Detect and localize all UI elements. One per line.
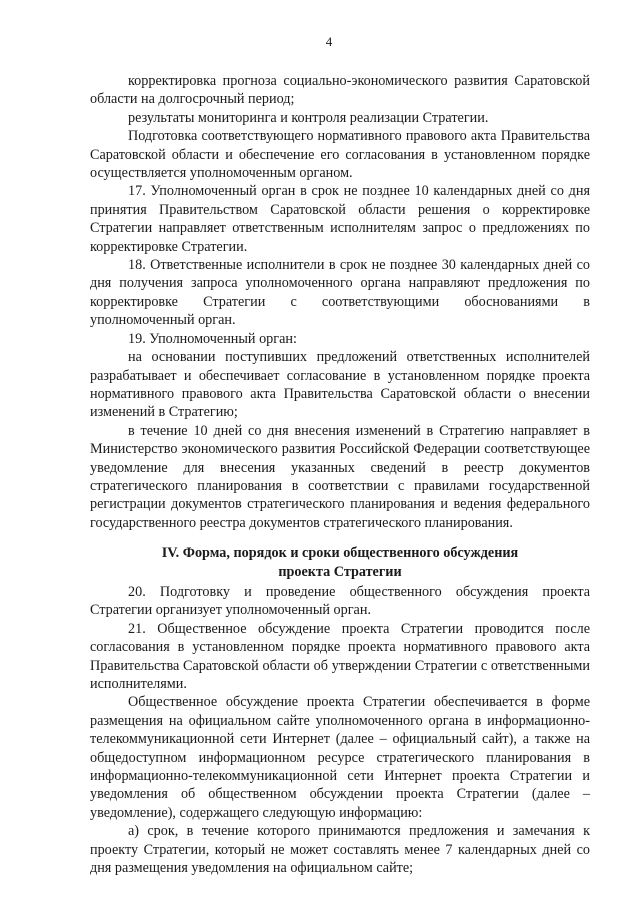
page-number: 4 [325, 34, 333, 49]
paragraph-forecast-adjustment: корректировка прогноза социально-экономического развития Саратовской области на долгосрочный период; [90, 73, 590, 108]
paragraph-subitem-a: а) срок, в течение которого принимаются предложения и замечания к проекту Стратегии, который не может составлять менее 7 календарных дней со дня размещения уведомления на официальном сайте; [90, 823, 590, 877]
paragraph-item-19: 19. Уполномоченный орган: [128, 330, 297, 347]
paragraph-item-17: 17. Уполномоченный орган в срок не позднее 10 календарных дней со дня принятия Правительством Саратовской области решения о корректировке Стратегии направляет ответственным исполнителям запрос о предложениях по корректировке Стратегии. [90, 183, 590, 255]
paragraph-item-18: 18. Ответственные исполнители в срок не позднее 30 календарных дней со дня получения запроса уполномоченного органа направляют предложения по корректировке Стратегии с соответствующими обоснованиями в уполномоченный орган. [90, 257, 590, 329]
paragraph-item-19-development: на основании поступивших предложений ответственных исполнителей разрабатывает и обеспечивает согласование в установленном порядке проекта нормативного правового акта Правительства Саратовской области о внесении изменений в Стратегию; [90, 349, 590, 421]
paragraph-item-20: 20. Подготовку и проведение общественного обсуждения проекта Стратегии организует уполномоченный орган. [90, 583, 590, 619]
paragraph-act-preparation: Подготовка соответствующего нормативного правового акта Правительства Саратовской области и обеспечение его согласования в установленном порядке осуществляется уполномоченным органом. [90, 128, 590, 182]
section-heading-line-2: проекта Стратегии [278, 563, 402, 580]
section-heading [90, 544, 590, 581]
paragraph-item-19-notification: в течение 10 дней со дня внесения изменений в Стратегию направляет в Министерство экономического развития Российской Федерации соответствующее уведомление для внесения указанных сведений в реестр документов стратегического планирования в соответствии с правилами государственной регистрации документов стратегического планирования и ведения федерального государственного реестра документов стратегического планирования. [90, 422, 590, 531]
paragraph-monitoring-results: результаты мониторинга и контроля реализации Стратегии. [128, 109, 489, 126]
paragraph-public-discussion-form: Общественное обсуждение проекта Стратегии обеспечивается в форме размещения на официальном сайте уполномоченного органа в информационно-телекоммуникационной сети Интернет (далее – официальный сайт), а также на общедоступном информационном ресурсе стратегического планирования в информационно-телекоммуникационной сети Интернет проекта Стратегии и уведомления об общественном обсуждении проекта Стратегии (далее – уведомление), содержащего следующую информацию: [90, 694, 590, 821]
paragraph-item-21: 21. Общественное обсуждение проекта Стратегии проводится после согласования в установленном порядке проекта нормативного правового акта Правительства Саратовской области об утверждении Стратегии с ответственными исполнителями. [90, 620, 590, 692]
section-heading-line-1: IV. Форма, порядок и сроки общественного обсуждения [161, 545, 519, 562]
document-page [90, 34, 590, 877]
